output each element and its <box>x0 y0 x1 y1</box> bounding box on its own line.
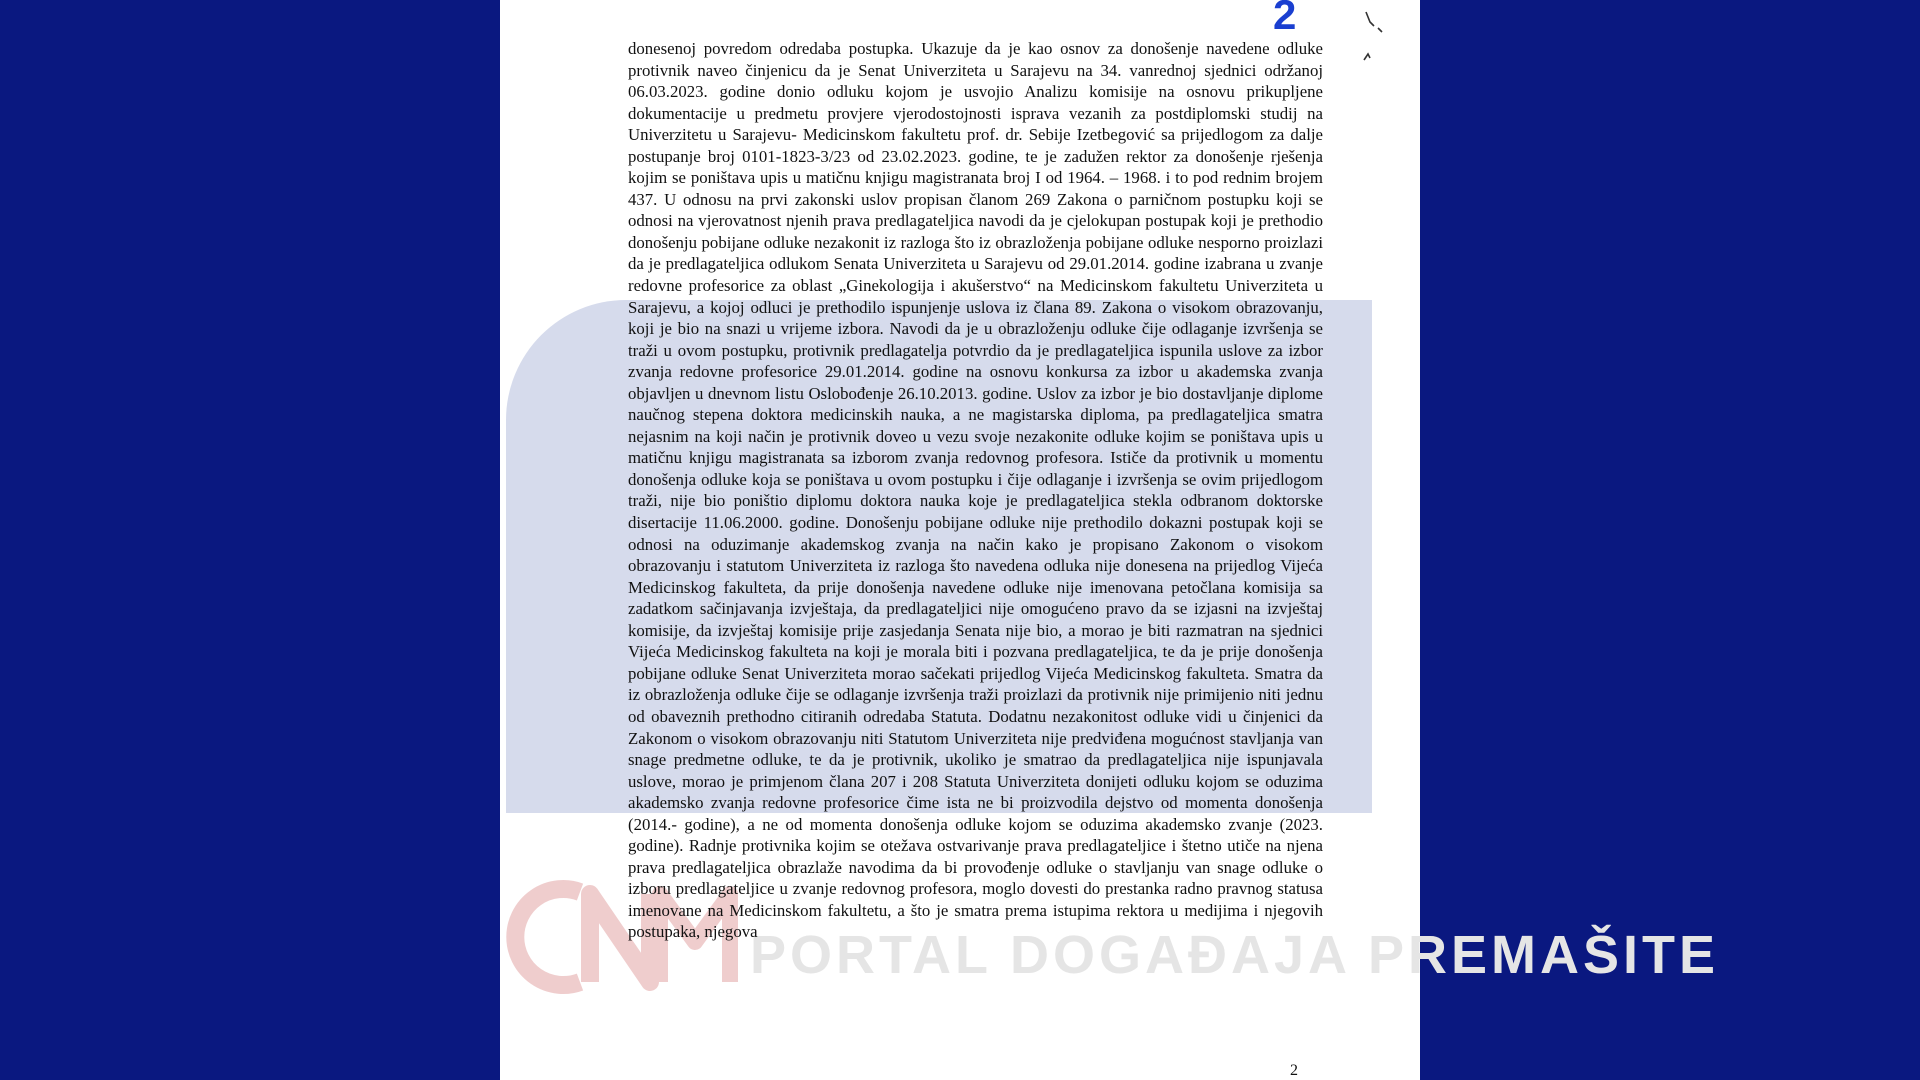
scribble-mark-icon <box>1360 8 1390 68</box>
watermark-text: PORTAL DOGAĐAJA PREMAŠITE <box>750 925 1720 985</box>
corner-page-label: 2 <box>1273 0 1297 38</box>
document-body-text: donesenoj povredom odredaba postupka. Ukazuje da je kao osnov za donošenje navedene odluke protivnik naveo činjenicu da je Senat Univerziteta u Sarajevu na 34. vanrednoj sjednici održanoj 06.03.2023. godine donio odluku kojom je usvojio Analizu komisije na osnovu prikupljene dokumentacije u predmetu provjere vjerodostojnosti isprava vezanih za postdiplomski studij na Univerzitetu u Sarajevu- Medicinskom fakultetu prof. dr. Sebije Izetbegović sa prijedlogom za dalje postupanje broj 0101-1823-3/23 od 23.02.2023. godine, te je zadužen rektor za donošenje rješenja kojim se poništava upis u matičnu knjigu magistranata broj I od 1964. – 1968. i to pod rednim brojem 437. U odnosu na prvi zakonski uslov propisan članom 269 Zakona o parničnom postupku koji se odnosi na vjerovatnost njenih prava predlagateljica navodi da je cjelokupan postupak koji je prethodio donošenju pobijane odluke nezakonit iz razloga što iz obrazloženja pobijane odluke nesporno proizlazi da je predlagateljica odlukom Senata Univerziteta u Sarajevu od 29.01.2014. godine izabrana u zvanje redovne profesorice za oblast „Ginekologija i akušerstvo“ na Medicinskom fakultetu Univerziteta u Sarajevu, a kojoj odluci je prethodilo ispunjenje uslova iz člana 89. Zakona o visokom obrazovanju, koji je bio na snazi u vrijeme izbora. Navodi da je u obrazloženju odluke čije odlaganje izvršenja se traži u ovom postupku, protivnik predlagatelja potvrdio da je predlagateljica ispunila uslove za izbor zvanja redovne profesorice 29.01.2014. godine na osnovu konkursa za izbor u akademska zvanja objavljen u dnevnom listu Oslobođenje 26.10.2013. godine. Uslov za izbor je bio dostavljanje diplome naučnog stepena doktora medicinskih nauka, a ne magistarska diploma, pa predlagateljica smatra nejasnim na koji način je protivnik doveo u vezu svoje nezakonite odluke kojim se poništava upis u matičnu knjigu magistranata sa izborom zvanja redovnog profesora. Ističe da protivnik u momentu donošenja odluke koja se poništava u ovom postupku i čije odlaganje i izvršenja se ovim prijedlogom traži, nije bio poništio diplomu doktora nauka koje je predlagateljica stekla odbranom doktorske disertacije 11.06.2000. godine. Donošenju pobijane odluke nije prethodilo dokazni postupak koji se odnosi na oduzimanje akademskog zvanja na način kako je propisano Zakonom o visokom obrazovanju i statutom Univerziteta iz razloga što navedena odluka nije donesena na prijedlog Vijeća Medicinskog fakulteta, da prije donošenja navedene odluke nije imenovana petočlana komisija sa zadatkom sačinjavanja izvještaja, da predlagateljici nije omogućeno pravo da se izjasni na izvještaj komisije, da izvještaj komisije prije zasjedanja Senata nije bio, a morao je biti razmatran na sjednici Vijeća Medicinskog fakulteta na koji je morala biti i pozvana predlagateljica, te da je prije donošenja pobijane odluke Senat Univerziteta morao sačekati prijedlog Vijeća Medicinskog fakulteta. Smatra da iz obrazloženja odluke čije se odlaganje izvršenja traži proizlazi da protivnik nije primijenio niti jednu od obaveznih prethodno citiranih odredaba Statuta. Dodatnu nezakonitost odluke vidi u činjenici da Zakonom o visokom obrazovanju niti Statutom Univerziteta nije predviđena mogućnost stavljanja van snage predmetne odluke, te da je protivnik, ukoliko je smatrao da predlagateljica nije ispunjavala uslove, morao je primjenom člana 207 i 208 Statuta Univerziteta donijeti odluku kojom se oduzima akademsko zvanja redovne profesorice čime ista ne bi proizvodila dejstvo od momenta donošenja (2014.- godine), a ne od momenta donošenja odluke kojom se oduzima akademsko zvanje (2023. godine). Radnje protivnika kojim se otežava ostvarivanje prava predlagateljice i štetno utiče na njena prava predlagateljica obrazlaže navodima da bi provođenje odluke o stavljanju van snage odluke o izboru predlagateljice u zvanje redovnog profesora, moglo dovesti do prestanka radno pravnog statusa imenovane na Medicinskom fakultetu, a što je smatra prema istupima rektora u medijima i njegovih postupaka, njegova <box>628 39 1323 942</box>
document-page <box>500 0 1720 1080</box>
footer-page-number: 2 <box>1290 1062 1298 1079</box>
